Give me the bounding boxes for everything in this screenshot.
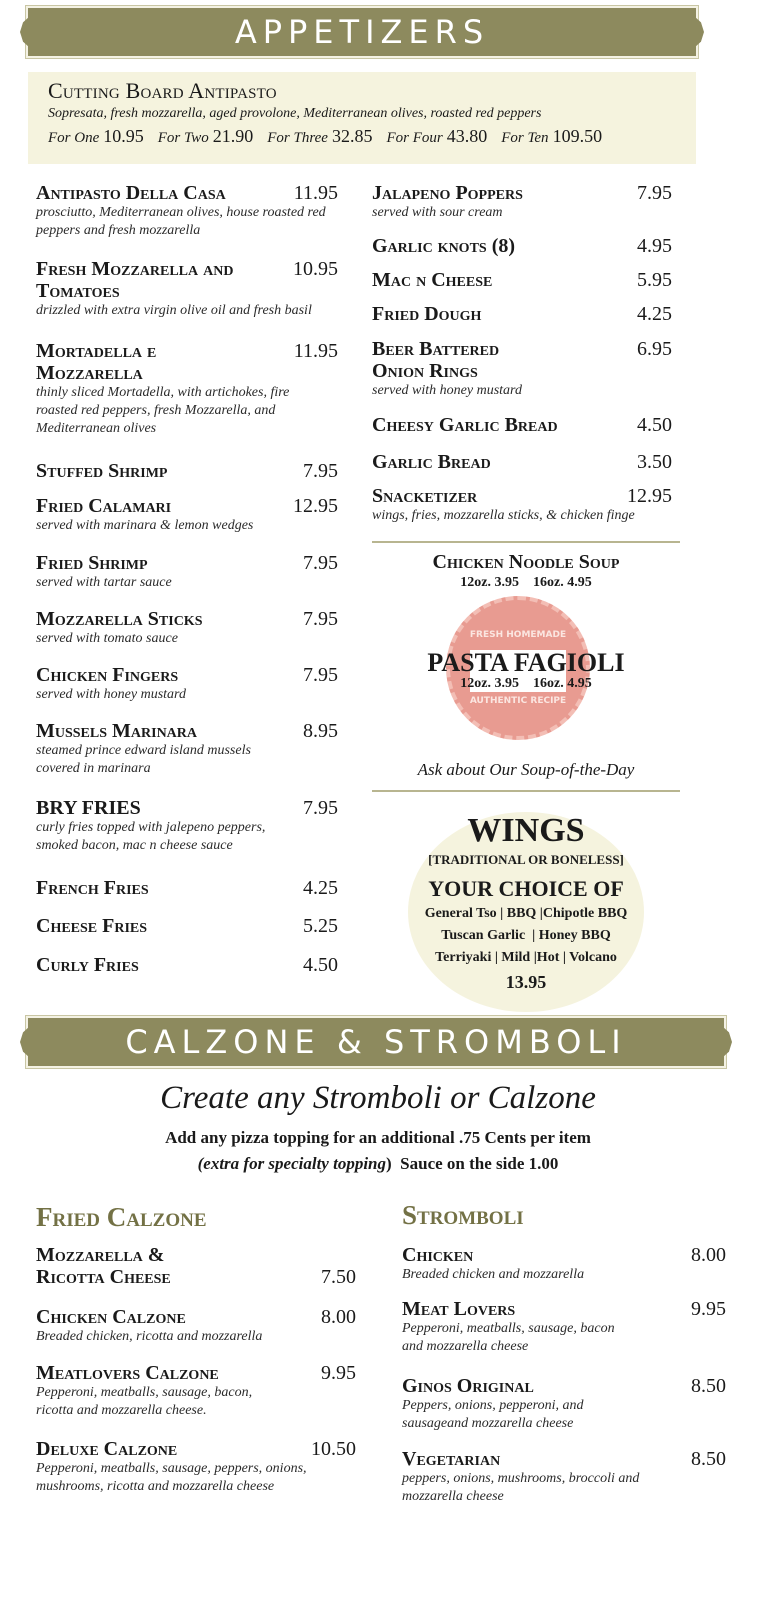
menu-item: [402, 1375, 726, 1433]
menu-item: [36, 460, 338, 482]
item-desc: prosciutto, Mediterranean olives, house roasted red peppers and fresh mozzarella: [36, 205, 326, 238]
item-name: Mortadella e Mozzarella: [36, 340, 157, 384]
item-name: Fried Shrimp: [36, 552, 148, 574]
wings-price: 13.95: [505, 972, 547, 992]
item-name: Curly Fries: [36, 954, 139, 976]
sauce-note: ) Sauce on the side 1.00: [386, 1154, 559, 1173]
item-price: 12.95: [627, 485, 672, 507]
appetizers-title: APPETIZERS: [234, 13, 490, 51]
menu-item: [372, 338, 672, 400]
item-desc: Pepperoni, meatballs, sausage, bacon and mozzarella cheese: [402, 1321, 615, 1354]
specialty-note: (extra for specialty topping: [197, 1154, 387, 1173]
stamp-top-text: FRESH HOMEMADE: [469, 630, 567, 640]
menu-item: [36, 877, 338, 899]
menu-item: [36, 182, 338, 240]
item-name: BRY FRIES: [36, 797, 141, 819]
item-name: Fried Calamari: [36, 495, 172, 517]
appetizers-banner: [28, 8, 696, 56]
item-price: 8.00: [321, 1306, 356, 1328]
wings-flavors: Terriyaki | Mild |Hot | Volcano: [435, 950, 617, 965]
item-price: 10.95: [293, 258, 338, 280]
price-option: [267, 126, 372, 147]
wings-flavors: Tuscan Garlic | Honey BBQ: [441, 928, 611, 943]
item-name: Meatlovers Calzone: [36, 1362, 219, 1384]
item-price: 9.95: [691, 1298, 726, 1320]
wings-subtitle: [TRADITIONAL OR BONELESS]: [428, 852, 624, 867]
item-name: Chicken Fingers: [36, 664, 179, 686]
item-name: Jalapeno Poppers: [372, 182, 523, 204]
price-option: [158, 126, 253, 147]
menu-item: [36, 1438, 356, 1496]
item-desc: Breaded chicken, ricotta and mozzarella: [36, 1329, 263, 1344]
item-price: 7.95: [303, 552, 338, 574]
item-desc: steamed prince edward island mussels covered in marinara: [36, 743, 251, 776]
item-name: Mozzarella & Ricotta Cheese: [36, 1244, 171, 1288]
menu-item: [372, 485, 672, 525]
item-desc: served with sour cream: [372, 205, 503, 220]
menu-item: [36, 1244, 356, 1288]
cutting-board-antipasto: [28, 72, 696, 164]
item-price: 9.95: [321, 1362, 356, 1384]
menu-item: [372, 451, 672, 473]
item-desc: served with tomato sauce: [36, 631, 178, 646]
item-price: 7.95: [303, 460, 338, 482]
stromboli-heading: Stromboli: [402, 1200, 524, 1230]
item-price: 11.95: [293, 340, 338, 362]
stamp-bottom-text: AUTHENTIC RECIPE: [469, 696, 567, 706]
price-value: 43.80: [446, 126, 488, 146]
item-desc: Pepperoni, meatballs, sausage, peppers, onions, mushrooms, ricotta and mozzarella cheese: [36, 1461, 307, 1494]
item-desc: served with honey mustard: [36, 687, 186, 702]
item-price: 4.50: [303, 954, 338, 976]
item-desc: wings, fries, mozzarella sticks, & chicken finge: [372, 508, 635, 523]
menu-item: [36, 552, 338, 592]
item-name: Beer Battered Onion Rings: [372, 338, 500, 382]
item-name: Antipasto Della Casa: [36, 182, 226, 204]
price-option: [501, 126, 602, 147]
item-price: 3.50: [637, 451, 672, 473]
wings-flavors: General Tso | BBQ |Chipotle BBQ: [424, 906, 628, 921]
item-desc: Pepperoni, meatballs, sausage, bacon, ricotta and mozzarella cheese.: [36, 1385, 253, 1418]
topping-info: Add any pizza topping for an additional .75 Cents per item: [165, 1128, 591, 1147]
item-desc: curly fries topped with jalepeno peppers, smoked bacon, mac n cheese sauce: [36, 820, 266, 853]
item-desc: peppers, onions, mushrooms, broccoli and mozzarella cheese: [402, 1471, 640, 1504]
item-price: 4.25: [303, 877, 338, 899]
item-name: French Fries: [36, 877, 149, 899]
item-desc: Peppers, onions, pepperoni, and sausageand mozzarella cheese: [402, 1398, 584, 1431]
price-label: For Two: [157, 130, 209, 146]
menu-item: [372, 303, 672, 325]
divider: [372, 541, 680, 543]
item-name: Vegetarian: [402, 1448, 501, 1470]
item-name: Deluxe Calzone: [36, 1438, 178, 1460]
item-desc: drizzled with extra virgin olive oil and fresh basil: [36, 303, 312, 318]
menu-item: [36, 495, 338, 535]
menu-item: [372, 235, 672, 257]
price-label: For One: [48, 130, 100, 146]
item-name: Cheesy Garlic Bread: [372, 414, 558, 436]
pasta-fagioli-sizes: 12oz. 3.95 16oz. 4.95: [460, 676, 592, 691]
menu-item: [36, 1362, 356, 1420]
price-value: 109.50: [552, 126, 603, 146]
chicken-noodle-soup-title: Chicken Noodle Soup: [432, 551, 620, 573]
item-price: 7.95: [303, 664, 338, 686]
item-price: 7.95: [637, 182, 672, 204]
price-value: 32.85: [331, 126, 373, 146]
divider: [372, 790, 680, 792]
wings-choice: YOUR CHOICE OF: [428, 876, 624, 901]
item-desc: served with marinara & lemon wedges: [36, 518, 254, 533]
item-name: Snacketizer: [372, 485, 478, 507]
menu-item: [402, 1244, 726, 1284]
soup-of-the-day: Ask about Our Soup-of-the-Day: [417, 760, 635, 779]
price-label: For Four: [386, 130, 443, 146]
item-price: 5.25: [303, 915, 338, 937]
item-price: 10.50: [311, 1438, 356, 1460]
item-price: 7.95: [303, 797, 338, 819]
menu-item: [372, 269, 672, 291]
item-name: Fresh Mozzarella and Tomatoes: [36, 258, 234, 302]
price-value: 10.95: [103, 126, 144, 146]
item-name: Garlic Bread: [372, 451, 491, 473]
menu-item: [372, 182, 672, 222]
item-name: Garlic knots (8): [372, 235, 516, 257]
menu-item: [36, 720, 338, 778]
price-label: For Three: [267, 130, 328, 146]
item-name: Chicken: [402, 1244, 474, 1266]
cutting-board-prices: [48, 126, 678, 147]
item-price: 12.95: [293, 495, 338, 517]
item-desc: served with tartar sauce: [36, 575, 172, 590]
menu-item: [36, 915, 338, 937]
menu-item: [36, 797, 338, 855]
item-name: Meat Lovers: [402, 1298, 516, 1320]
item-price: 8.00: [691, 1244, 726, 1266]
item-price: 7.95: [303, 608, 338, 630]
item-name: Stuffed Shrimp: [36, 460, 168, 482]
menu-item: [36, 340, 338, 438]
item-price: 4.95: [637, 235, 672, 257]
price-label: For Ten: [501, 130, 549, 146]
menu-item: [402, 1298, 726, 1356]
price-value: 21.90: [212, 126, 254, 146]
item-name: Fried Dough: [372, 303, 482, 325]
create-any-title: Create any Stromboli or Calzone: [160, 1080, 596, 1116]
menu-item: [36, 608, 338, 648]
item-desc: thinly sliced Mortadella, with artichokes, fire roasted red peppers, fresh Mozzarella, and Mediterranean olives: [36, 385, 290, 436]
menu-item: [36, 258, 338, 320]
menu-item: [402, 1448, 726, 1506]
menu-item: [36, 664, 338, 704]
item-name: Ginos Original: [402, 1375, 534, 1397]
item-price: 7.50: [321, 1266, 356, 1288]
chicken-noodle-soup-sizes: 12oz. 3.95 16oz. 4.95: [460, 575, 592, 590]
item-price: 8.50: [691, 1375, 726, 1397]
price-option: [386, 126, 487, 147]
price-option: [48, 126, 144, 147]
menu-item: [36, 1306, 356, 1346]
item-name: Cheese Fries: [36, 915, 148, 937]
item-price: 8.95: [303, 720, 338, 742]
calzone-stromboli-title: CALZONE & STROMBOLI: [125, 1023, 627, 1061]
item-name: Chicken Calzone: [36, 1306, 186, 1328]
item-desc: served with honey mustard: [372, 383, 522, 398]
pasta-fagioli-title: PASTA FAGIOLI: [427, 648, 625, 677]
item-price: 5.95: [637, 269, 672, 291]
item-name: Mozzarella Sticks: [36, 608, 203, 630]
menu-item: [372, 414, 672, 436]
fried-calzone-heading: Fried Calzone: [36, 1202, 207, 1232]
item-name: Mac n Cheese: [372, 269, 493, 291]
item-price: 11.95: [293, 182, 338, 204]
calzone-stromboli-banner: [28, 1018, 724, 1066]
item-price: 6.95: [637, 338, 672, 360]
item-price: 4.25: [637, 303, 672, 325]
item-price: 4.50: [637, 414, 672, 436]
item-price: 8.50: [691, 1448, 726, 1470]
cutting-board-desc: Sopresata, fresh mozzarella, aged provolone, Mediterranean olives, roasted red peppers: [48, 106, 542, 121]
wings-title: WINGS: [467, 812, 585, 849]
item-desc: Breaded chicken and mozzarella: [402, 1267, 585, 1282]
sauce-info: [0, 1154, 756, 1174]
cutting-board-title: Cutting Board Antipasto: [48, 78, 277, 103]
item-name: Mussels Marinara: [36, 720, 198, 742]
menu-item: [36, 954, 338, 976]
